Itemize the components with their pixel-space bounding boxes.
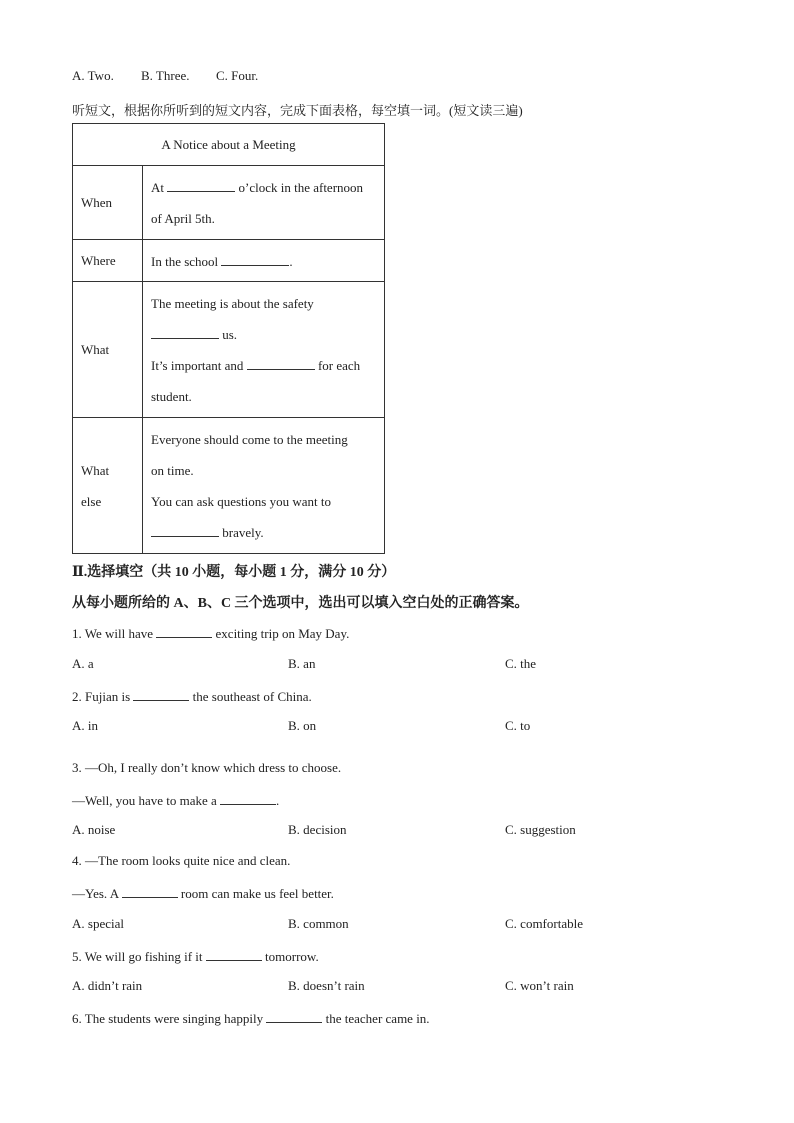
table-row [73,282,385,418]
answer-blank[interactable] [206,947,262,961]
notice-table [72,123,385,554]
question-stem: 5. We will go fishing if it tomorrow. [72,949,319,964]
choice-a[interactable]: A. didn’t rain [72,978,143,993]
question-stem: 1. We will have exciting trip on May Day. [72,626,350,641]
answer-blank[interactable] [151,325,219,339]
answer-blank[interactable] [247,356,315,370]
row-label: What [73,282,143,418]
choice-a[interactable]: A. a [72,656,94,671]
question-stem: 2. Fujian is the southeast of China. [72,689,312,704]
option-a: A. Two. [72,68,114,83]
choice-a[interactable]: A. in [72,718,98,733]
answer-blank[interactable] [151,523,219,537]
question-stem-reply: —Well, you have to make a . [72,793,280,808]
choice-b[interactable]: B. on [288,718,317,733]
choice-c[interactable]: C. to [505,718,531,733]
answer-blank[interactable] [167,178,235,192]
option-c: C. Four. [216,68,259,83]
choice-b[interactable]: B. decision [288,822,347,837]
choice-c[interactable]: C. won’t rain [505,978,574,993]
question-stem: 4. —The room looks quite nice and clean. [72,853,291,868]
answer-blank[interactable] [220,791,276,805]
question-stem: 6. The students were singing happily the teacher came in. [72,1011,430,1026]
listening-instruction: 听短文，根据你所听到的短文内容，完成下面表格，每空填一词。(短文读三遍) [72,103,523,118]
choice-c[interactable]: C. suggestion [505,822,576,837]
choice-c[interactable]: C. the [505,656,537,671]
section-heading: Ⅱ.选择填空（共 10 小题，每小题 1 分，满分 10 分） [72,565,396,580]
choice-a[interactable]: A. noise [72,822,116,837]
answer-blank[interactable] [133,687,189,701]
answer-blank[interactable] [156,624,212,638]
table-row [73,166,385,240]
row-content: At o’clock in the afternoon of April 5th. [143,166,385,240]
row-content: In the school . [143,240,385,282]
table-row [73,418,385,554]
choice-c[interactable]: C. comfortable [505,916,583,931]
question-stem: 3. —Oh, I really don’t know which dress to choose. [72,760,342,775]
table-row [73,240,385,282]
row-label: When [73,166,143,240]
answer-blank[interactable] [221,252,289,266]
option-b: B. Three. [141,68,190,83]
answer-blank[interactable] [266,1009,322,1023]
choice-a[interactable]: A. special [72,916,124,931]
choice-b[interactable]: B. an [288,656,316,671]
row-label: Where [73,240,143,282]
row-content: The meeting is about the safety us. It’s important and for each student. [143,282,385,418]
row-content: Everyone should come to the meeting on time. You can ask questions you want to bravely. [143,418,385,554]
question-stem-reply: —Yes. A room can make us feel better. [72,886,334,901]
row-label: What else [73,418,143,554]
choice-b[interactable]: B. common [288,916,349,931]
answer-blank[interactable] [122,884,178,898]
choice-b[interactable]: B. doesn’t rain [288,978,365,993]
section-instruction: 从每小题所给的 A、B、C 三个选项中，选出可以填入空白处的正确答案。 [72,596,529,611]
table-title: A Notice about a Meeting [73,124,385,166]
